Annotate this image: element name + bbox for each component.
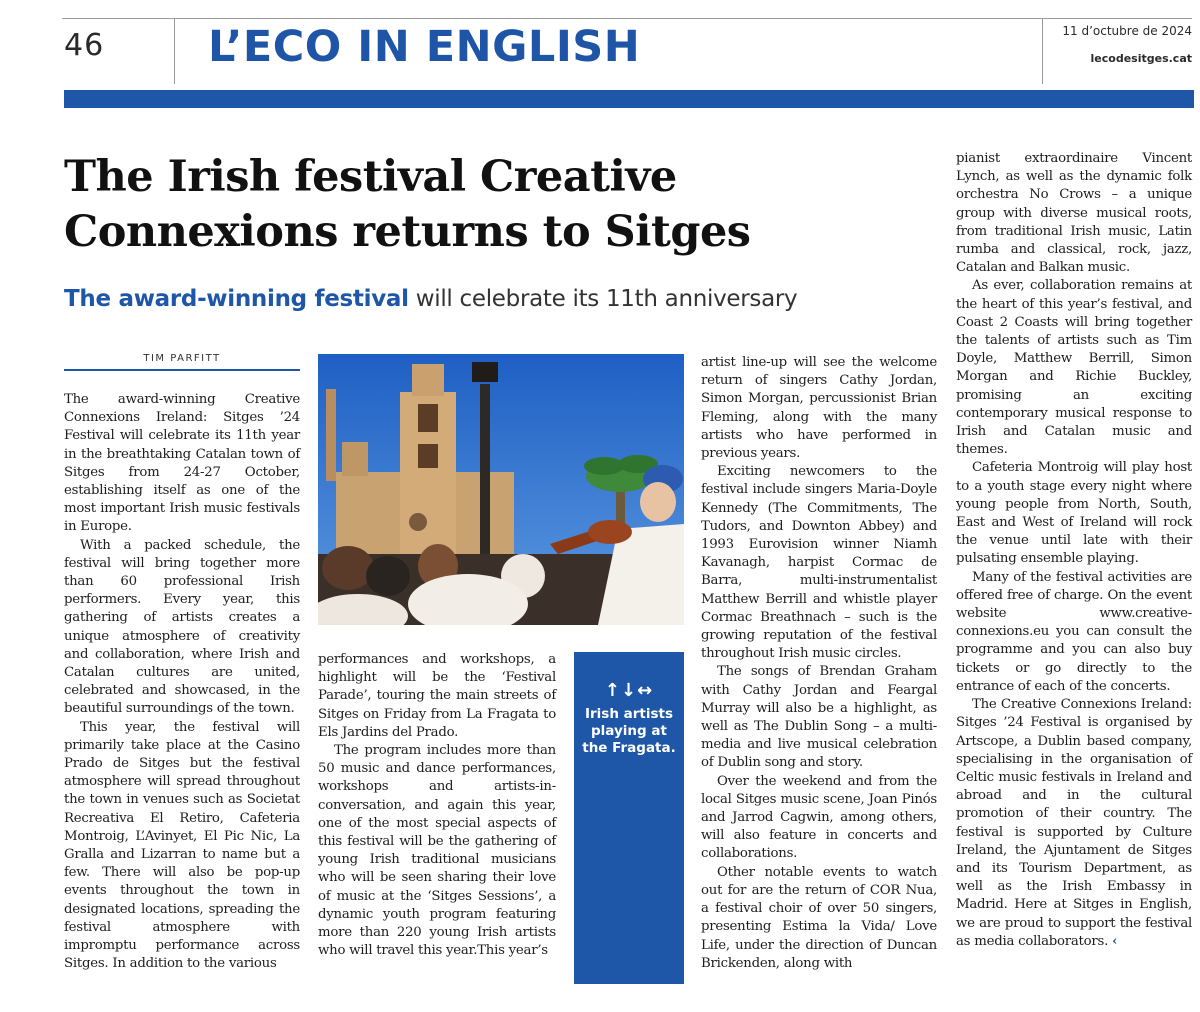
paragraph: Other notable events to watch out for are the return of COR Nua, a festival choir of over 50 singers, presenting Estima la Vida/ Love Life, under the direction of Duncan Brickenden, along with — [701, 864, 937, 971]
paragraph: The program includes more than 50 music and dance performances, workshops and artists-in-conversation, and again this year, one of the most special aspects of this festival will be the gathering of young Irish traditional musicians who will be seen sharing their love of music at the ‘Sitges Sessions’, a dynamic youth program featuring more than 220 young Irish artists who will travel this year.This year’s — [318, 743, 556, 959]
paragraph: pianist extraordinaire Vincent Lynch, as well as the dynamic folk orchestra No Crows – a unique group with diverse musical roots, from traditional Irish music, Latin rumba and classical, rock, jazz, Catalan and Balkan music. — [956, 151, 1192, 276]
page-number: 46 — [64, 28, 105, 63]
paragraph-final — [956, 696, 1192, 951]
paragraph: As ever, collaboration remains at the heart of this year’s festival, and Coast 2 Coasts will bring together the talents of artists such as Tim Doyle, Matthew Berrill, Simon Morgan and Richie Buckley, promising an exciting contemporary musical response to Irish and Catalan music and themes. — [956, 278, 1192, 458]
paragraph: performances and workshops, a highlight will be the ‘Festival Parade’, touring the main streets of Sitges on Friday from La Fragata to Els Jardins del Prado. — [318, 652, 556, 740]
article-headline: The Irish festival Creative Connexions returns to Sitges — [64, 152, 751, 257]
end-mark-icon: ‹ — [1112, 933, 1118, 949]
subhead-lead: The award-winning festival — [64, 286, 409, 312]
article-column-3 — [701, 354, 937, 973]
header-divider-left — [174, 18, 175, 84]
article-column-4 — [956, 150, 1192, 951]
paragraph-final-text: The Creative Connexions Ireland: Sitges ’24 Festival is organised by Artscope, a Dublin based company, specialising in the organisation of Celtic music festivals in Ireland and abroad and in the cultural promotion of their country. The festival is supported by Culture Ireland, the Ajuntament de Sitges and its Tourism Department, as well as the Irish Embassy in Madrid. Here at Sitges in English, we are proud to support the festival as media collaborators. — [956, 697, 1192, 949]
article-column-2 — [318, 651, 556, 960]
photo-caption-box — [574, 652, 684, 984]
festival-photo — [318, 354, 684, 625]
header-divider-right — [1042, 18, 1043, 84]
byline: TIM PARFITT — [143, 353, 221, 364]
paragraph: Over the weekend and from the local Sitges music scene, Joan Pinós and Jarrod Cagwin, among others, will also feature in concerts and collaborations. — [701, 773, 937, 862]
paragraph: Exciting newcomers to the festival include singers Maria-Doyle Kennedy (The Commitments, The Tudors, and Downton Abbey) and 1993 Eurovision winner Niamh Kavanagh, harpist Cormac de Barra, multi-instrumentalist Matthew Berrill and whistle player Cormac Breathnach – such is the growing reputation of the festival throughout Irish music circles. — [701, 464, 937, 662]
subhead-rest: will celebrate its 11th anniversary — [408, 286, 798, 312]
article-column-1 — [64, 391, 300, 974]
byline-rule — [64, 369, 300, 371]
paragraph: Cafeteria Montroig will play host to a youth stage every night where young people from North, South, East and West of Ireland will rock the venue until late with their pulsating ensemble playing. — [956, 460, 1192, 567]
paragraph: artist line-up will see the welcome return of singers Cathy Jordan, Simon Morgan, percussionist Brian Fleming, along with the many artists who have performed in previous years. — [701, 355, 937, 462]
paragraph: The songs of Brendan Graham with Cathy Jordan and Feargal Murray will also be a highlight, as well as The Dublin Song – a multi-media and live musical celebration of Dublin song and story. — [701, 664, 937, 771]
paragraph: This year, the festival will primarily take place at the Casino Prado de Sitges but the festival atmosphere will spread throughout the town in venues such as Societat Recreativa El Retiro, Cafeteria Montroig, L’Avinyet, El Pic Nic, La Gralla and Lizarran to name but a few. There will also be pop-up events throughout the town in designated locations, spreading the festival atmosphere with impromptu performance across Sitges. In addition to the various — [64, 719, 300, 972]
header-top-rule — [62, 18, 1192, 19]
section-title: L’ECO IN ENGLISH — [208, 22, 641, 72]
website-link[interactable]: lecodesitges.cat — [1090, 52, 1192, 65]
paragraph: Many of the festival activities are offered free of charge. On the event website www.creative-connexions.eu you can consult the programme and you can also buy tickets or go directly to the entrance of each of the concerts. — [956, 569, 1192, 694]
article-subhead — [64, 286, 944, 312]
photo-caption: Irish artists playing at the Fragata. — [582, 706, 676, 756]
paragraph: With a packed schedule, the festival will bring together more than 60 professional Irish performers. Every year, this gathering of artists creates a unique atmosphere of creativity and collaboration, where Irish and Catalan cultures are united, celebrated and showcased, in the beautiful surroundings of the town. — [64, 537, 300, 717]
paragraph: The award-winning Creative Connexions Ireland: Sitges ’24 Festival will celebrate its 11th year in the breathtaking Catalan town of Sitges from 24-27 October, establishing itself as one of the most important Irish music festivals in Europe. — [64, 392, 300, 535]
header-blue-band — [64, 90, 1194, 108]
caption-arrows-icon: ↑↓↔ — [604, 680, 654, 701]
issue-date: 11 d’octubre de 2024 — [1062, 24, 1192, 38]
